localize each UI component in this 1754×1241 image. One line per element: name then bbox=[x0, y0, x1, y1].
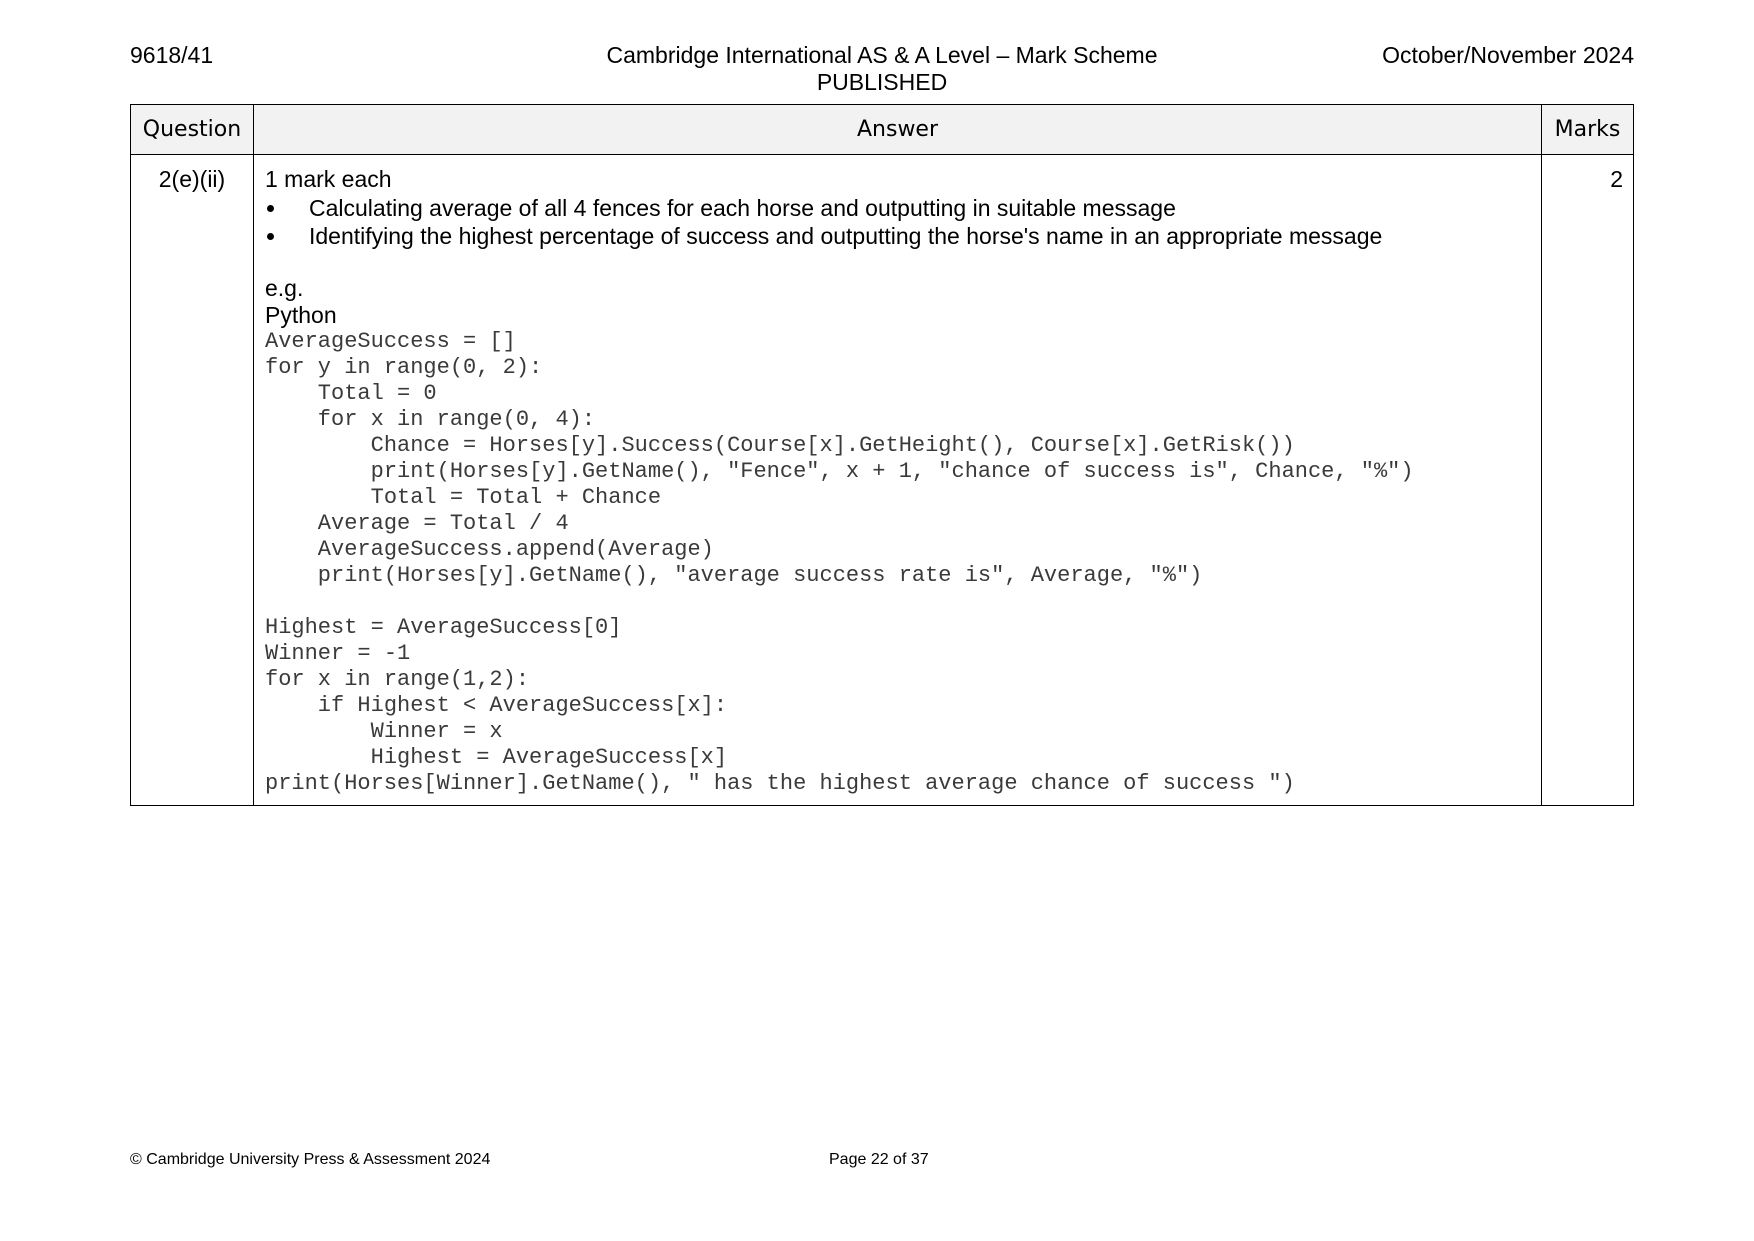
page-number: Page 22 of 37 bbox=[829, 1151, 929, 1168]
bullet-icon bbox=[267, 205, 274, 212]
mark-intro: 1 mark each bbox=[265, 166, 392, 192]
example-label: e.g. bbox=[265, 275, 304, 301]
published-status: PUBLISHED bbox=[816, 69, 948, 95]
answer-cell bbox=[254, 155, 1542, 806]
list-item bbox=[265, 194, 1533, 222]
mark-scheme-table bbox=[130, 104, 1634, 806]
language-label: Python bbox=[265, 302, 337, 328]
question-column-header: Question bbox=[131, 105, 254, 155]
bullet-icon bbox=[267, 233, 274, 240]
spacer bbox=[265, 250, 1533, 275]
question-number: 2(e)(ii) bbox=[131, 155, 254, 806]
exam-session: October/November 2024 bbox=[1382, 42, 1634, 68]
copyright-notice: © Cambridge University Press & Assessment 2024 bbox=[130, 1151, 491, 1168]
mark-points-list bbox=[265, 194, 1533, 250]
table-row bbox=[131, 155, 1634, 806]
marks-value: 2 bbox=[1542, 155, 1634, 806]
python-code-block: AverageSuccess = [] for y in range(0, 2): Total = 0 for x in range(0, 4): Chance = Horses[y].Success(Course[x].GetHeight(), Course[x].GetRisk()) print(Horses[y].GetName(), "Fence", x + 1, "chance of success is", Chance, "%") Total = Total + Chance Average = Total / 4 AverageSuccess.append(Average) print(Horses[y].GetName(), "average success rate is", Average, "%") Highest = AverageSuccess[0] Winner = -1 for x in range(1,2): if Highest < AverageSuccess[x]: Winner = x Highest = AverageSuccess[x] print(Horses[Winner].GetName(), " has the highest average chance of success ") bbox=[265, 329, 1414, 796]
paper-code: 9618/41 bbox=[130, 42, 214, 68]
marks-column-header: Marks bbox=[1542, 105, 1634, 155]
mark-point-text: Identifying the highest percentage of success and outputting the horse's name in an appropriate message bbox=[309, 223, 1383, 249]
list-item bbox=[265, 222, 1533, 250]
document-title: Cambridge International AS & A Level – Mark Scheme bbox=[606, 42, 1158, 68]
mark-point-text: Calculating average of all 4 fences for each horse and outputting in suitable message bbox=[309, 195, 1176, 221]
table-header-row bbox=[131, 105, 1634, 155]
answer-column-header: Answer bbox=[254, 105, 1542, 155]
